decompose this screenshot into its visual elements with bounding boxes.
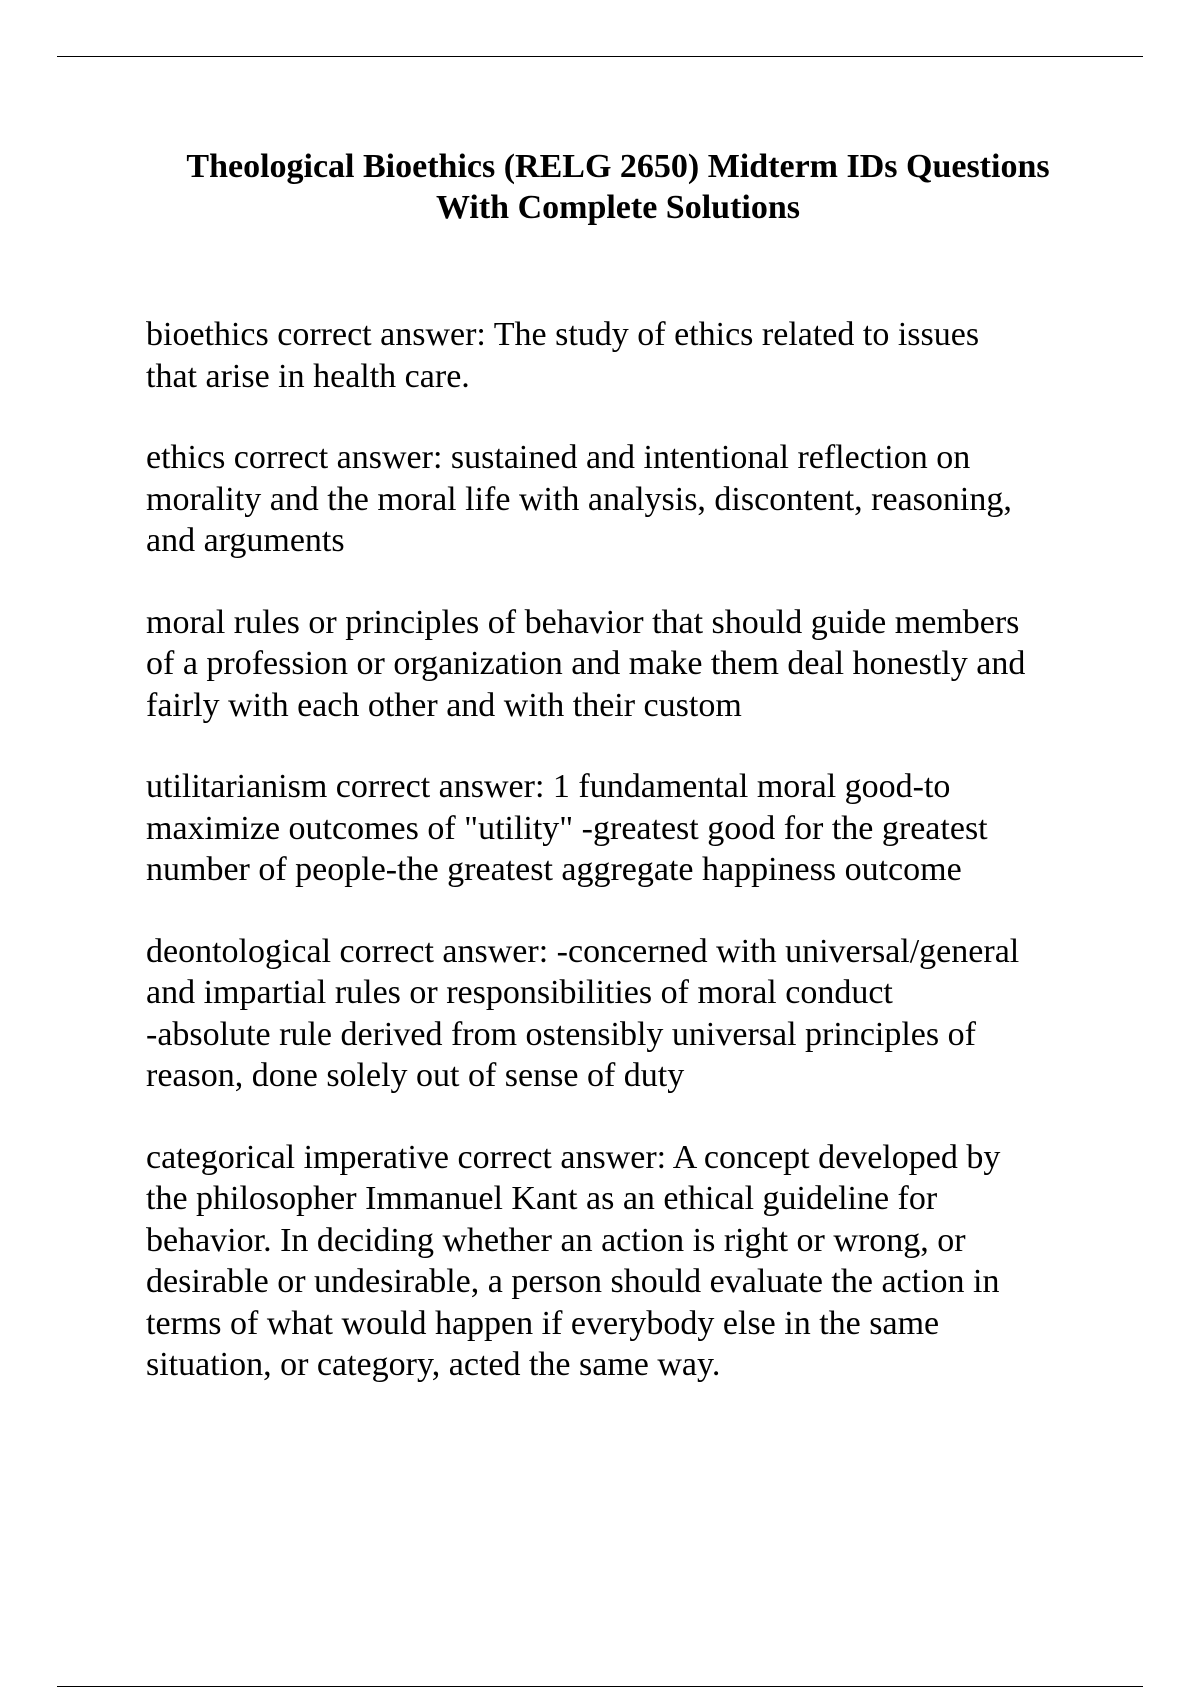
entry-moral-rules: moral rules or principles of behavior that should guide members of a profession or organization and make them deal honestly and fairly with each other and with their custom — [146, 603, 1026, 724]
entry-utilitarianism: utilitarianism correct answer: 1 fundamental moral good-to maximize outcomes of "utility" -greatest good for the greatest number of people-the greatest aggregate happiness outcome — [146, 768, 988, 888]
title-line-2: With Complete Solutions — [436, 189, 800, 226]
document-title — [100, 146, 1136, 228]
title-line-1: Theological Bioethics (RELG 2650) Midterm IDs Questions — [186, 148, 1050, 185]
entry-ethics: ethics correct answer: sustained and intentional reflection on morality and the moral life with analysis, discontent, reasoning, and arguments — [146, 439, 1012, 559]
entry-deontological: deontological correct answer: -concerned with universal/general and impartial rules or responsibilities of moral conduct -absolute rule derived from ostensibly universal principles of reason, done solely out of sense of duty — [146, 932, 1020, 1094]
bottom-rule — [57, 1686, 1143, 1687]
entry-categorical-imperative: categorical imperative correct answer: A concept developed by the philosopher Immanuel Kant as an ethical guideline for behavior. In deciding whether an action is right or wrong, or desirable or undesirable, a person should evaluate the action in terms of what would happen if everybody else in the same situation, or category, acted the same way. — [146, 1138, 1001, 1383]
entry-bioethics: bioethics correct answer: The study of ethics related to issues that arise in health care. — [146, 316, 980, 395]
document-body — [146, 314, 1106, 1426]
top-rule — [57, 56, 1143, 57]
